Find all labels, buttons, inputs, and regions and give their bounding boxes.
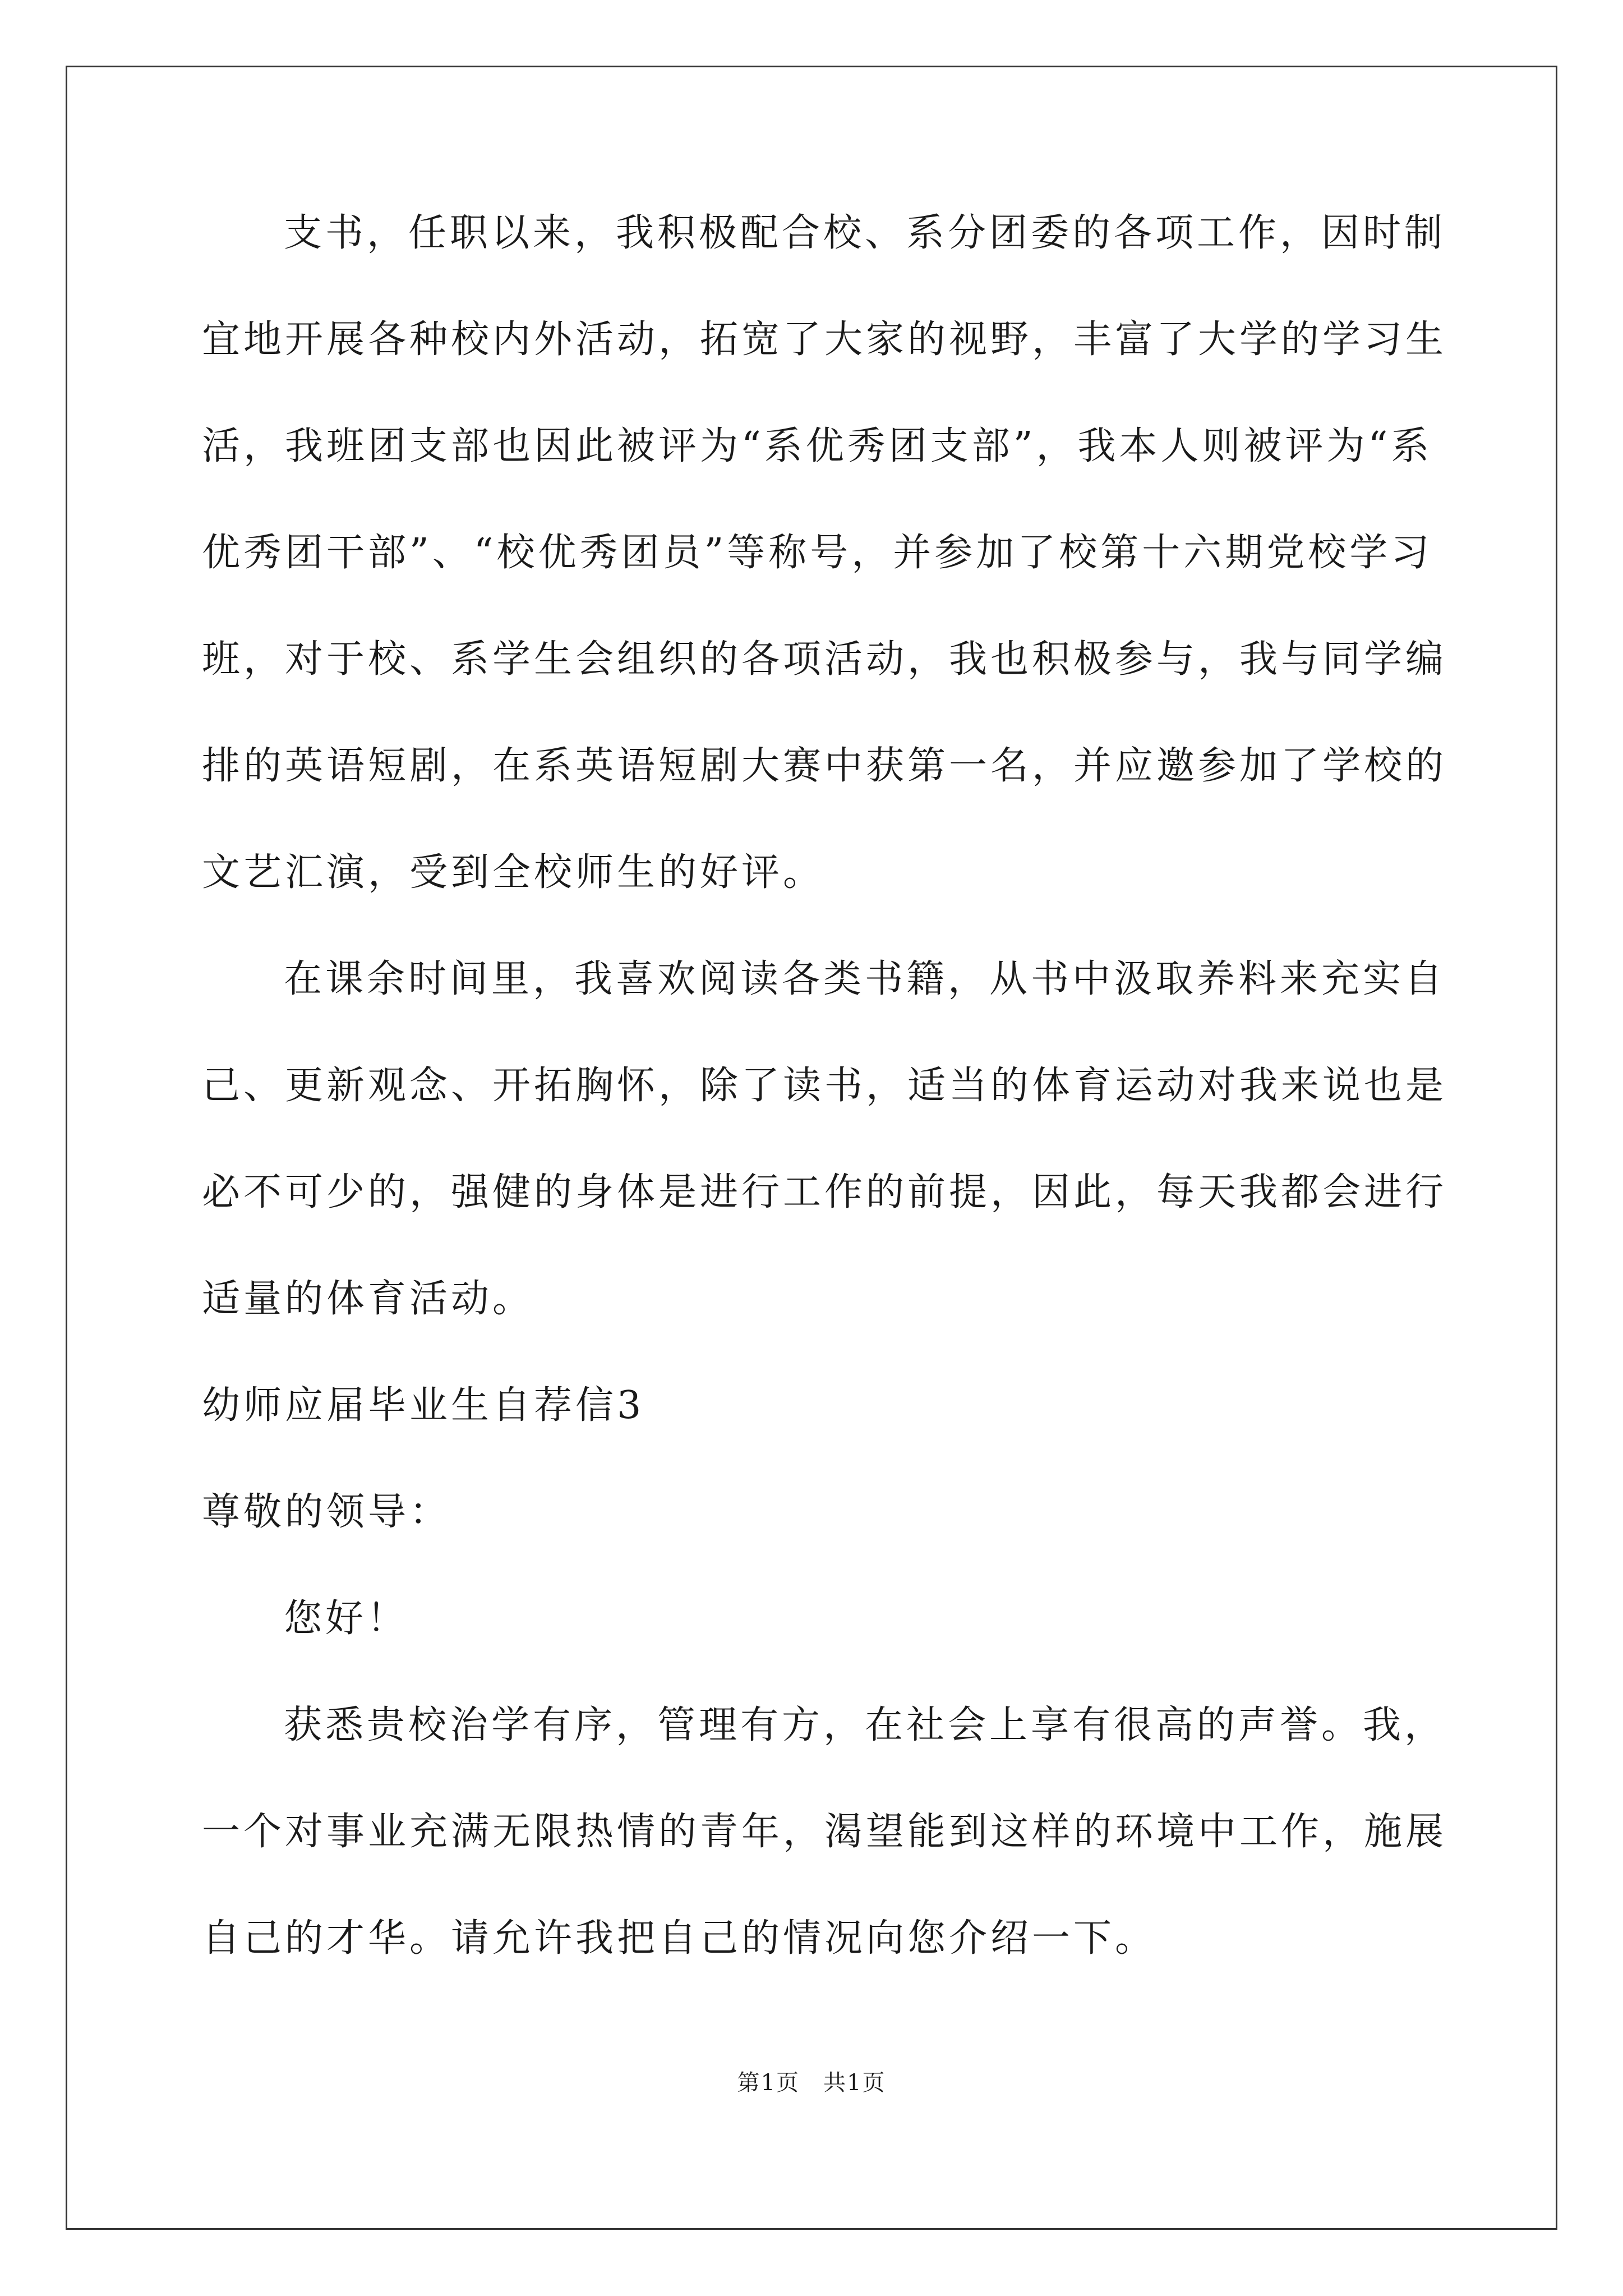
paragraph-line: 适量的体育活动。 bbox=[202, 1277, 534, 1321]
paragraph-line: 必不可少的，强健的身体是进行工作的前提，因此，每天我都会进行 bbox=[202, 1170, 1447, 1214]
page-frame bbox=[66, 66, 1557, 2230]
paragraph-line: 优秀团干部”、“校优秀团员”等称号，并参加了校第十六期党校学习 bbox=[202, 531, 1433, 575]
salutation: 尊敬的领导： bbox=[202, 1490, 451, 1534]
paragraph-line: 自己的才华。请允许我把自己的情况向您介绍一下。 bbox=[202, 1916, 1157, 1961]
paragraph-line: 宜地开展各种校内外活动，拓宽了大家的视野，丰富了大学的学习生 bbox=[202, 318, 1447, 362]
paragraph-line: 支书，任职以来，我积极配合校、系分团委的各项工作，因时制 bbox=[284, 211, 1446, 255]
paragraph-line: 获悉贵校治学有序，管理有方，在社会上享有很高的声誉。我， bbox=[284, 1703, 1446, 1747]
paragraph-line: 活，我班团支部也因此被评为“系优秀团支部”，我本人则被评为“系 bbox=[202, 424, 1433, 468]
greeting: 您好！ bbox=[284, 1596, 409, 1641]
paragraph-line: 在课余时间里，我喜欢阅读各类书籍，从书中汲取养料来充实自 bbox=[284, 957, 1446, 1001]
document-body bbox=[202, 211, 1447, 2023]
paragraph-line: 己、更新观念、开拓胸怀，除了读书，适当的体育运动对我来说也是 bbox=[202, 1064, 1447, 1108]
paragraph-line: 排的英语短剧，在系英语短剧大赛中获第一名，并应邀参加了学校的 bbox=[202, 744, 1447, 788]
paragraph-line: 文艺汇演，受到全校师生的好评。 bbox=[202, 850, 825, 895]
paragraph-line: 班，对于校、系学生会组织的各项活动，我也积极参与，我与同学编 bbox=[202, 637, 1447, 682]
section-heading: 幼师应届毕业生自荐信3 bbox=[202, 1383, 645, 1428]
paragraph-line: 一个对事业充满无限热情的青年，渴望能到这样的环境中工作，施展 bbox=[202, 1810, 1447, 1854]
page-footer: 第1页 共1页 bbox=[737, 2070, 886, 2096]
